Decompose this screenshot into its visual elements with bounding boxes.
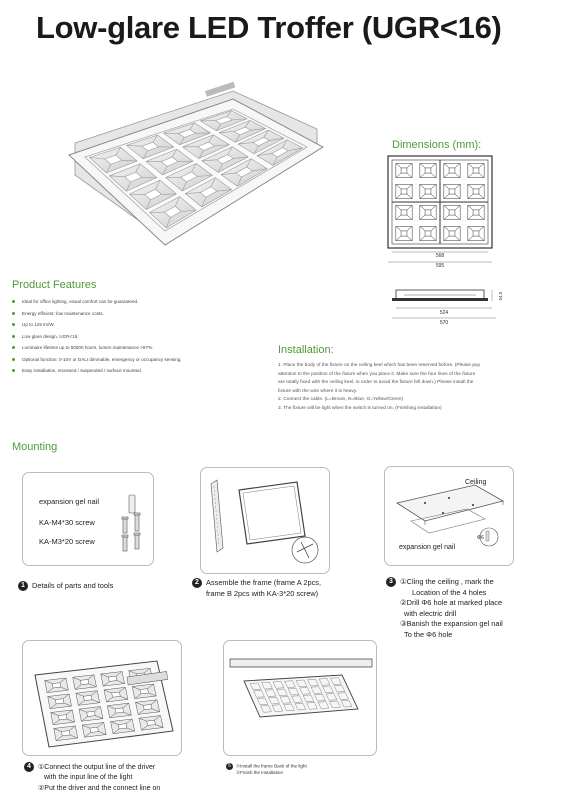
step-number-badge: 3 xyxy=(386,577,396,587)
step-number-badge: 5 xyxy=(226,763,233,770)
bullet-icon xyxy=(12,335,15,338)
bullet-icon xyxy=(12,323,15,326)
screws-icon xyxy=(119,495,147,555)
ceiling-label: Ceiling xyxy=(465,479,487,486)
feature-item: Ideal for office lighting, visual comfort can be guaranteed. xyxy=(12,296,182,308)
bullet-icon xyxy=(12,346,15,349)
features-list xyxy=(12,296,182,377)
step1-parts-box xyxy=(22,472,154,566)
step2-caption: 2 Assemble the frame (frame A 2pcs, frame B 2pcs with KA-3*20 screw) xyxy=(192,578,321,599)
product-features-heading: Product Features xyxy=(12,279,97,291)
installation-text: 1. Place the body of the fixture on the ceiling keel which has been reserved before. (Please pay attention to the position of the fixture when you place it. Make sure the four lines of the fixture are totally fixed with the ceiling keel, in order to avoid the fixture fell down.) Please install the fixture with the wire where it is heavy. 2. Connect the cable. (L=Brown, N=Blue, G=Yellow/Green) 3. The fixture will be light when the switch is turned on. (Finishing installation) xyxy=(278,363,481,411)
step-number-badge: 2 xyxy=(192,578,202,588)
hole-label: Φ6 xyxy=(477,535,484,541)
part-label: expansion gel nail xyxy=(39,497,100,506)
driver-connection-illustration xyxy=(27,647,177,751)
step3-ceiling-box xyxy=(384,466,514,566)
dimensions-heading: Dimensions (mm): xyxy=(392,139,482,151)
feature-item: Optional function: 0-10V or DALI dimmable, emergency or occupancy sensing. xyxy=(12,354,182,366)
bullet-icon xyxy=(12,358,15,361)
side-dimension-lines xyxy=(392,305,497,325)
feature-item: Low glare design, UGR<16. xyxy=(12,331,182,343)
nail-label: expansion gel nail xyxy=(399,544,456,551)
dimensions-drawing xyxy=(382,152,502,312)
page-title: Low-glare LED Troffer (UGR<16) xyxy=(36,10,502,45)
dim-outer-width: 595 xyxy=(435,263,445,269)
step2-frame-box xyxy=(200,467,330,574)
step4-driver-box xyxy=(22,640,182,756)
feature-item: Easy installation, recessed / suspended / surface mounted. xyxy=(12,365,182,377)
step4-caption: 4 ①Connect the output line of the driver with the input line of the light ②Put the driver and the connect line on xyxy=(24,762,160,794)
feature-item: Up to 125 lm/W. xyxy=(12,319,182,331)
step3-caption: 3 ①Cling the ceiling , mark the Location of the 4 holes ②Drill Φ6 hole at marked place with electric drill ③Banish the expansion gel nail To the Φ6 hole xyxy=(386,577,503,640)
install-frame-illustration xyxy=(226,647,374,751)
frame-assembly-illustration xyxy=(205,472,325,568)
dim-side-inner: 524 xyxy=(439,310,449,316)
step-number-badge: 4 xyxy=(24,762,34,772)
dim-inner-width: 568 xyxy=(435,253,445,259)
step5-caption: 5 ①Install the frame Back of the light ②Finish the installation xyxy=(226,763,307,776)
step-number-badge: 1 xyxy=(18,581,28,591)
part-label: KA-M3*20 screw xyxy=(39,537,95,546)
dim-side-outer: 570 xyxy=(439,320,449,326)
bullet-icon xyxy=(12,312,15,315)
step1-caption: 1 Details of parts and tools xyxy=(18,581,113,592)
part-label: KA-M4*30 screw xyxy=(39,518,95,527)
mounting-heading: Mounting xyxy=(12,441,58,453)
step5-install-box xyxy=(223,640,377,756)
bullet-icon xyxy=(12,300,15,303)
feature-item: Luminaire lifetime up to 50000 hours, lumen maintenance >97%. xyxy=(12,342,182,354)
troffer-product-image xyxy=(55,85,330,255)
feature-item: Energy efficient: low maintenance costs. xyxy=(12,308,182,320)
bullet-icon xyxy=(12,369,15,372)
installation-heading: Installation: xyxy=(278,344,334,356)
dim-height: 54.5 xyxy=(498,291,503,301)
